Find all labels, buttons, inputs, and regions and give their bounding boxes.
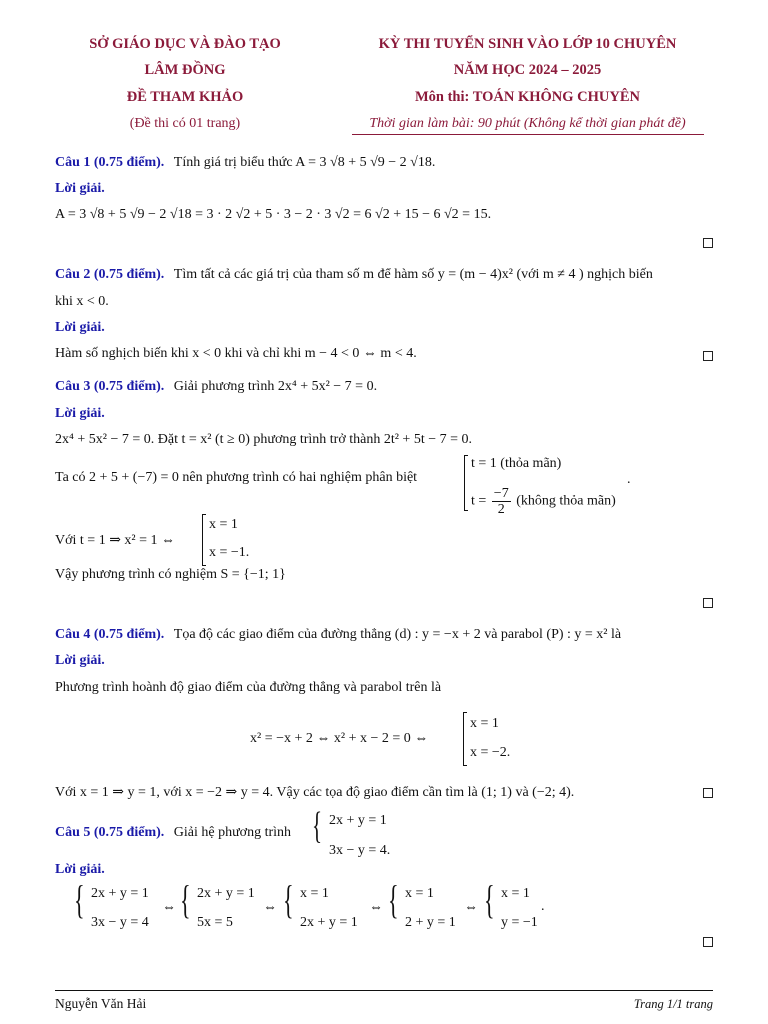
fraction-numerator: −7	[493, 486, 509, 501]
system-brace-icon: {	[312, 805, 323, 847]
brace-3-icon: {	[283, 877, 294, 922]
question-1-text: Tính giá trị biểu thức A = 3 √8 + 5 √9 − 2 √18.	[173, 155, 436, 170]
end-proof-3-icon	[703, 598, 713, 608]
solution-3-line1: 2x⁴ + 5x² − 7 = 0. Đặt t = x² (t ≥ 0) phương trình trở thành 2t² + 5t − 7 = 0.	[55, 432, 473, 447]
brace-1-icon: {	[74, 877, 85, 922]
solution-4-label: Lời giải.	[55, 653, 105, 668]
solution-3-label: Lời giải.	[55, 406, 105, 421]
header-page-count: (Đề thi có 01 trang)	[129, 116, 241, 131]
question-3-title: Câu 3 (0.75 điểm).	[55, 379, 165, 394]
header-underline	[352, 134, 704, 135]
solution-5-label: Lời giải.	[55, 862, 105, 877]
solution-4-line2: Với x = 1 ⇒ y = 1, với x = −2 ⇒ y = 4. Vậy các tọa độ giao điểm cần tìm là (1; 1) và (−2; 4).	[55, 785, 575, 800]
step-4-eq-b: 2 + y = 1	[405, 915, 456, 930]
solution-3-line3: Với t = 1 ⇒ x² = 1 ⇔	[55, 533, 176, 548]
solution-1-line: A = 3 √8 + 5 √9 − 2 √18 = 3 · 2 √2 + 5 · 3 − 2 · 3 √2 = 6 √2 + 15 − 6 √2 = 15.	[55, 207, 492, 222]
question-3-text: Giải phương trình 2x⁴ + 5x² − 7 = 0.	[173, 379, 378, 394]
header-duration: Thời gian làm bài: 90 phút (Không kể thời gian phát đề)	[369, 116, 686, 131]
step-4-eq-a: x = 1	[405, 886, 434, 901]
question-1-title: Câu 1 (0.75 điểm).	[55, 155, 165, 170]
case-1: t = 1 (thỏa mãn)	[471, 456, 562, 471]
question-2	[55, 267, 653, 283]
solution-2-line: Hàm số nghịch biến khi x < 0 khi và chỉ khi m − 4 < 0 ⇔ m < 4.	[55, 346, 417, 361]
system-eq-1: 2x + y = 1	[329, 813, 387, 828]
question-5	[55, 825, 291, 841]
end-proof-1-icon	[703, 238, 713, 248]
step-5-period: .	[541, 899, 545, 914]
brace-2-icon: {	[180, 877, 191, 922]
end-proof-5-icon	[703, 937, 713, 947]
roots-bracket	[202, 514, 206, 566]
root-1: x = 1	[209, 517, 238, 532]
system-eq-2: 3x − y = 4.	[329, 843, 391, 858]
fraction-denominator: 2	[497, 502, 505, 517]
root-1-q4: x = 1	[470, 716, 499, 731]
question-2-title: Câu 2 (0.75 điểm).	[55, 267, 165, 282]
footer-author: Nguyễn Văn Hải	[55, 996, 147, 1011]
question-1	[55, 155, 435, 171]
step-5-eq-a: x = 1	[501, 886, 530, 901]
header-exam-title: KỲ THI TUYỂN SINH VÀO LỚP 10 CHUYÊN	[378, 36, 677, 52]
step-1-eq-a: 2x + y = 1	[91, 886, 149, 901]
question-3	[55, 379, 377, 395]
root-2-q4: x = −2.	[470, 745, 511, 760]
question-5-text: Giải hệ phương trình	[173, 825, 292, 840]
step-2-eq-b: 5x = 5	[197, 915, 233, 930]
cases-bracket	[464, 455, 468, 511]
header-province: LÂM ĐỒNG	[144, 62, 226, 78]
step-1-eq-b: 3x − y = 4	[91, 915, 149, 930]
solution-4-line1: Phương trình hoành độ giao điểm của đường thẳng và parabol trên là	[55, 680, 442, 695]
question-4-text: Tọa độ các giao điểm của đường thẳng (d) : y = −x + 2 và parabol (P) : y = x² là	[173, 627, 622, 642]
solution-2-label: Lời giải.	[55, 320, 105, 335]
brace-5-icon: {	[484, 877, 495, 922]
equiv-4: ⇔	[464, 900, 478, 915]
roots-bracket-2	[463, 712, 467, 766]
solution-1-label: Lời giải.	[55, 181, 105, 196]
footer-page-number: Trang 1/1 trang	[633, 997, 713, 1011]
footer-rule	[55, 990, 713, 991]
end-proof-2-icon	[703, 351, 713, 361]
case-2-lhs: t =	[471, 493, 487, 509]
equiv-3: ⇔	[369, 900, 383, 915]
header-school-year: NĂM HỌC 2024 – 2025	[453, 62, 602, 78]
case-2-note: (không thỏa mãn)	[516, 493, 616, 509]
question-5-title: Câu 5 (0.75 điểm).	[55, 825, 165, 840]
case-period: .	[627, 472, 631, 487]
brace-4-icon: {	[388, 877, 399, 922]
equiv-2: ⇔	[263, 900, 277, 915]
solution-4-equation: x² = −x + 2 ⇔ x² + x − 2 = 0 ⇔	[250, 731, 429, 746]
question-4-title: Câu 4 (0.75 điểm).	[55, 627, 165, 642]
equiv-1: ⇔	[162, 900, 176, 915]
step-3-eq-a: x = 1	[300, 886, 329, 901]
step-3-eq-b: 2x + y = 1	[300, 915, 358, 930]
question-2-text: Tìm tất cả các giá trị của tham số m để hàm số y = (m − 4)x² (với m ≠ 4 ) nghịch biến	[173, 267, 653, 282]
fraction	[492, 486, 511, 517]
solution-3-line2: Ta có 2 + 5 + (−7) = 0 nên phương trình có hai nghiệm phân biệt	[55, 470, 418, 485]
header-exam-type: ĐỀ THAM KHẢO	[126, 89, 244, 105]
case-2	[471, 486, 616, 517]
end-proof-4-icon	[703, 788, 713, 798]
question-4	[55, 627, 621, 643]
step-5-eq-b: y = −1	[501, 915, 538, 930]
question-2-text-cont: khi x < 0.	[55, 294, 109, 309]
step-2-eq-a: 2x + y = 1	[197, 886, 255, 901]
header-subject: Môn thi: TOÁN KHÔNG CHUYÊN	[414, 89, 641, 105]
root-2: x = −1.	[209, 545, 250, 560]
solution-3-conclusion: Vậy phương trình có nghiệm S = {−1; 1}	[55, 567, 286, 582]
header-department: SỞ GIÁO DỤC VÀ ĐÀO TẠO	[89, 36, 281, 52]
